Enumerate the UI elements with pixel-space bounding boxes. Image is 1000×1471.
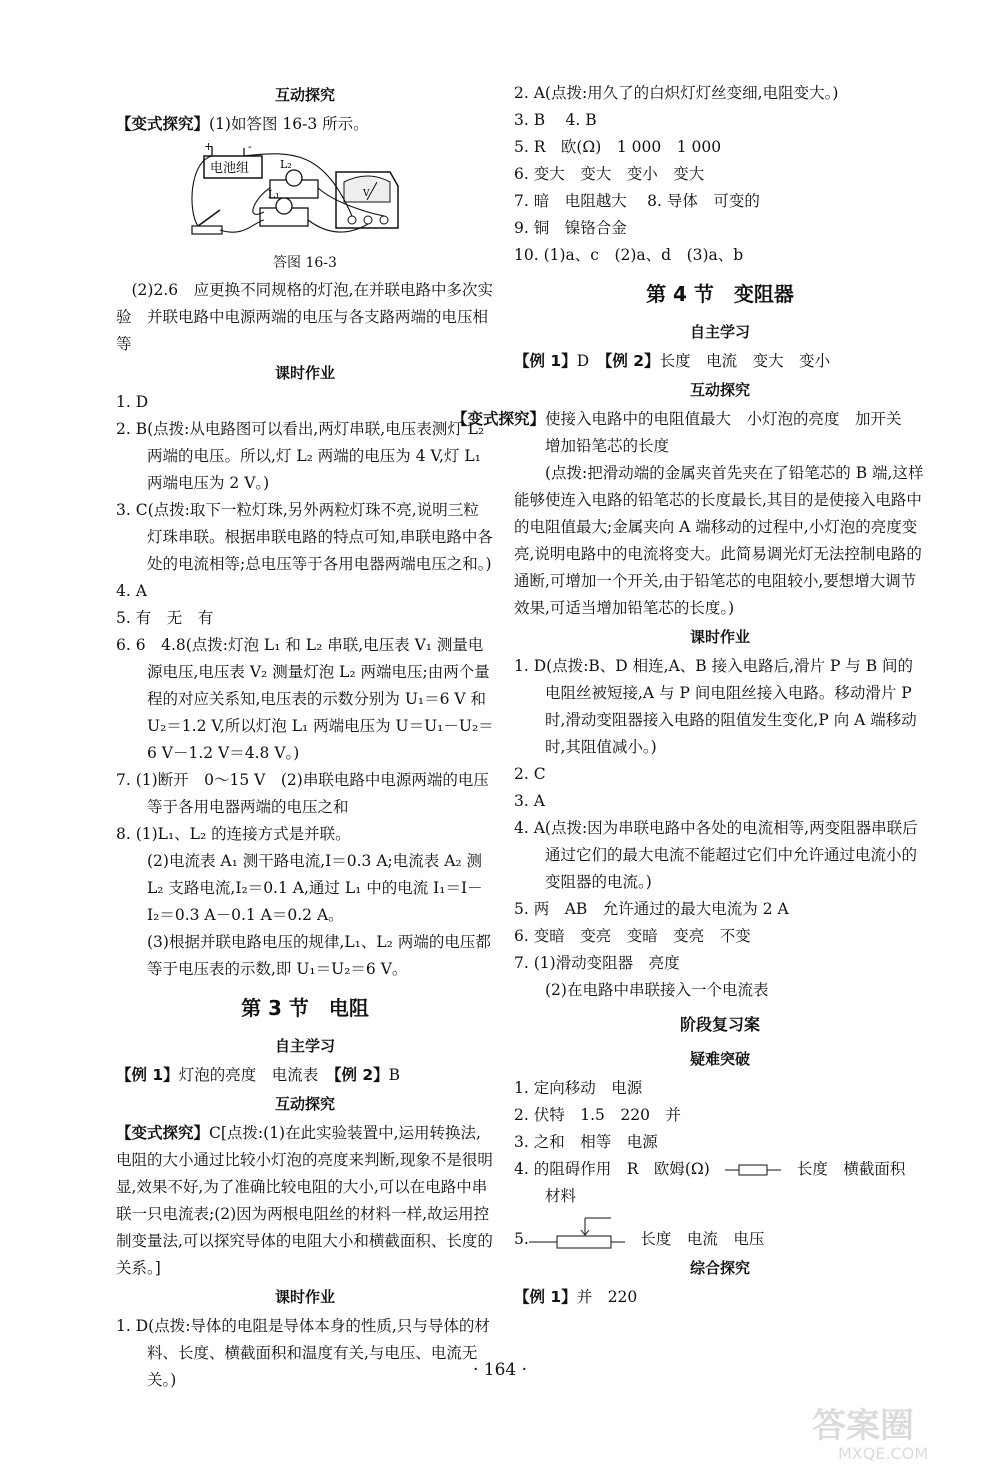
list-subitem: (2)电流表 A₁ 测干路电流,I＝0.3 A;电流表 A₂ 测 L₂ 支路电流,I₂＝0.1 A,通过 L₁ 中的电流 I₁＝I－I₂＝0.3 A－0.1 A＝0.2 A。 (147, 852, 483, 924)
list-item: 3. A (514, 792, 545, 810)
example-line (116, 1062, 494, 1089)
text: 并 220 (576, 1288, 638, 1306)
list-item: 1. D(点拨:导体的电阻是导体本身的性质,只与导体的材料、长度、横截面积和温度有关,与电压、电流无关。) (116, 1317, 490, 1389)
list-item (514, 1214, 926, 1253)
text: 4. 的阻碍作用 R 欧姆(Ω) (514, 1160, 710, 1178)
example-line (514, 1284, 926, 1311)
battery-label: 电池组 (210, 161, 250, 176)
left-column (116, 80, 494, 1394)
text: 长度 电流 变大 变小 (659, 352, 831, 370)
text: 5. (514, 1230, 529, 1248)
section-title-3: 第 3 节 电阻 (241, 996, 369, 1020)
circuit-figure (116, 142, 494, 250)
list-item: 5. 两 AB 允许通过的最大电流为 2 A (514, 900, 789, 918)
heading-keshi-zuoye: 课时作业 (689, 628, 750, 646)
heading-keshi-zuoye: 课时作业 (274, 364, 335, 382)
watermark-logo (808, 1395, 988, 1465)
section-title-review: 阶段复习案 (679, 1015, 760, 1034)
heading-hudong-tanjiu: 互动探究 (274, 86, 335, 104)
list-item: 3. C(点拨:取下一粒灯珠,另外两粒灯珠不亮,说明三粒灯珠串联。根据串联电路的特点可知,串联电路中各处的电流相等;总电压等于各用电器两端电压之和。) (116, 501, 493, 573)
heading-zizhu-xuexi: 自主学习 (689, 323, 750, 341)
right-column (452, 80, 926, 1311)
list-item: 2. C (514, 765, 546, 783)
list-item: 1. 定向移动 电源 (514, 1079, 643, 1097)
tag: 【例 2】 (333, 1066, 389, 1084)
list-item: 1. D (116, 393, 149, 411)
l2-label: L₂ (280, 158, 292, 171)
tag: 【变式探究】 (452, 410, 546, 428)
bianshi-item (116, 1120, 494, 1282)
page-number: · 164 · (472, 1360, 528, 1380)
list-item: 7. (1)滑动变阻器 亮度 (514, 954, 680, 972)
tag: 【例 1】 (116, 1066, 179, 1084)
svg-text:答案圈: 答案圈 (812, 1406, 914, 1446)
text: B (388, 1066, 401, 1084)
svg-text:MXQE.COM: MXQE.COM (838, 1444, 929, 1463)
heading-zizhu-xuexi: 自主学习 (274, 1037, 335, 1055)
l1-label: L₁ (268, 188, 280, 201)
list-item: 3. 之和 相等 电源 (514, 1133, 658, 1151)
plus-label: + (204, 142, 214, 153)
heading-zonghe-tanjiu: 综合探究 (689, 1259, 750, 1277)
resistor-symbol (725, 1163, 781, 1177)
answer-paragraph: (2)2.6 应更换不同规格的灯泡,在并联电路中多次实验 并联电路中电源两端的电压与各支路两端的电压相等 (116, 281, 494, 353)
lamp-l2-bulb (286, 170, 302, 186)
tag: 【例 1】 (514, 352, 577, 370)
list-item: 3. B 4. B (514, 111, 597, 129)
list-item: 2. B(点拨:从电路图可以看出,两灯串联,电压表测灯 L₂ 两端的电压。所以,灯 L₂ 两端的电压为 4 V,灯 L₁ 两端电压为 2 V。) (116, 420, 485, 492)
heading-hudong-tanjiu: 互动探究 (689, 381, 750, 399)
text: D (576, 352, 605, 370)
list-item: 5. R 欧(Ω) 1 000 1 000 (514, 138, 722, 156)
list-item: 2. A(点拨:用久了的白炽灯灯丝变细,电阻变大。) (514, 84, 839, 102)
list-item: 6. 变暗 变亮 变暗 变亮 不变 (514, 927, 751, 945)
figure-caption: 答图 16-3 (273, 255, 337, 271)
note-paragraph: (点拨:把滑动端的金属夹首先夹在了铅笔芯的 B 端,这样能够使连入电路的铅笔芯的长度最长,其目的是使接入电路中的电阻值最大;金属夹向 A 端移动的过程中,小灯泡的亮度变亮,说明电路中的电流将变大。此简易调光灯无法控制电路的通断,可增加一个开关,由于铅笔芯的电阻较小,要想增大调节效果,可适当增加铅笔芯的长度。) (514, 464, 924, 617)
text: 使接入电路中的电阻值最大 小灯泡的亮度 加开关 增加铅笔芯的长度 (545, 410, 918, 455)
list-item (514, 1156, 926, 1210)
list-item: 5. 有 无 有 (116, 609, 214, 627)
text: 长度 电流 电压 (640, 1230, 765, 1248)
list-item: 6. 变大 变大 变小 变大 (514, 165, 705, 183)
list-item: 7. (1)断开 0～15 V (2)串联电路中电源两端的电压等于各用电器两端的电压之和 (116, 771, 489, 816)
heading-yinan-tupo: 疑难突破 (689, 1050, 750, 1068)
list-item: 4. A (116, 582, 147, 600)
meter-label: V (363, 189, 370, 199)
tag: 【例 1】 (514, 1288, 577, 1306)
list-item: 1. D(点拨:B、D 相连,A、B 接入电路后,滑片 P 与 B 间的电阻丝被短接,A 与 P 间电阻丝接入电路。移动滑片 P 时,滑动变阻器接入电路的阻值发生变化,P 向 A 端移动时,其阻值减小。) (514, 657, 917, 756)
circuit-diagram (184, 142, 424, 250)
bianshi-item (116, 111, 494, 138)
text: 灯泡的亮度 电流表 (178, 1066, 319, 1084)
list-item: 6. 6 4.8(点拨:灯泡 L₁ 和 L₂ 串联,电压表 V₁ 测量电源电压,电压表 V₂ 测量灯泡 L₂ 两端电压;由两个量程的对应关系知,电压表的示数分别为 U₁＝6 V 和 U₂＝1.2 V,所以灯泡 L₁ 两端电压为 U＝U₁－U₂＝6 V－1.2 V＝4.8 V。) (116, 636, 494, 762)
text: (1)如答图 16-3 所示。 (209, 115, 369, 133)
tag: 【变式探究】 (116, 1124, 210, 1142)
tag: 【例 2】 (604, 352, 660, 370)
list-item: 2. 伏特 1.5 220 并 (514, 1106, 681, 1124)
text: C[点拨:(1)在此实验装置中,运用转换法,电阻的大小通过比较小灯泡的亮度来判断,现象不是很明显,效果不好,为了准确比较电阻的大小,可以在电路中串联一只电流表;(2)因为两根电阻丝的材料一样,故运用控制变量法,可以探究导体的电阻大小和横截面积、长度的关系。] (116, 1124, 493, 1277)
bianshi-item (452, 406, 926, 460)
example-line (514, 348, 926, 375)
list-subitem: (2)在电路中串联接入一个电流表 (545, 981, 769, 999)
list-item: 10. (1)a、c (2)a、d (3)a、b (514, 246, 744, 264)
section-title-4: 第 4 节 变阻器 (646, 282, 794, 306)
list-item: 8. (1)L₁、L₂ 的连接方式是并联。 (116, 825, 351, 843)
text: 长度 横截面积 材料 (545, 1160, 921, 1205)
list-item: 4. A(点拨:因为串联电路中各处的电流相等,两变阻器串联后通过它们的最大电流不能超过它们中允许通过电流小的变阻器的电流。) (514, 819, 918, 891)
tag: 【变式探究】 (116, 115, 210, 133)
switch-lever (198, 210, 220, 226)
heading-hudong-tanjiu: 互动探究 (274, 1095, 335, 1113)
list-subitem: (3)根据并联电路电压的规律,L₁、L₂ 两端的电压都等于电压表的示数,即 U₁＝U₂＝6 V。 (147, 933, 491, 978)
heading-keshi-zuoye: 课时作业 (274, 1288, 335, 1306)
rheostat-symbol (529, 1214, 625, 1250)
list-item: 7. 暗 电阻越大 8. 导体 可变的 (514, 192, 760, 210)
list-item: 9. 铜 镍铬合金 (514, 219, 627, 237)
minus-label: - (248, 142, 252, 153)
switch-base (192, 226, 222, 234)
